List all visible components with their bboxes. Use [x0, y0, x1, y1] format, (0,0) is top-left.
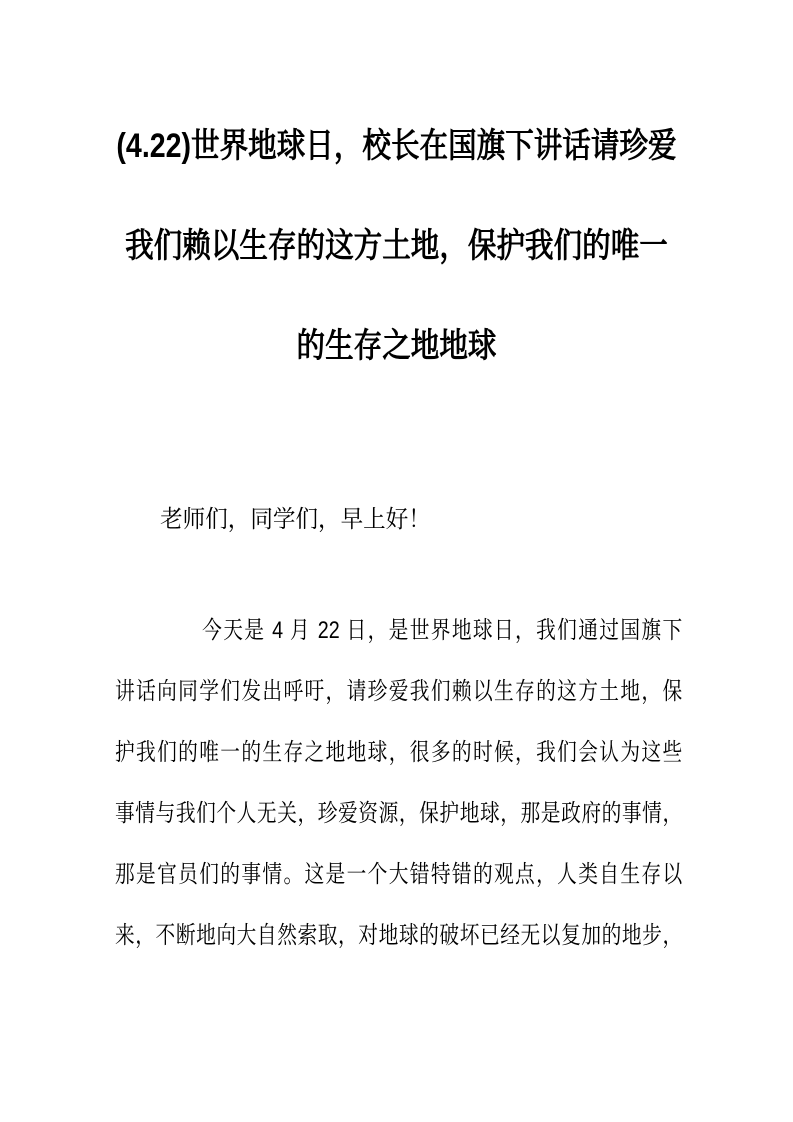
paragraph-line-6: 来，不断地向大自然索取，对地球的破坏已经无以复加的地步， — [115, 922, 683, 949]
title-line-3: 的生存之地地球 — [296, 327, 497, 365]
paragraph-line-2: 讲话向同学们发出呼吁，请珍爱我们赖以生存的这方土地，保 — [115, 678, 683, 705]
paragraph-line-3: 护我们的唯一的生存之地地球，很多的时候，我们会认为这些 — [115, 739, 683, 766]
greeting-line: 老师们，同学们，早上好！ — [160, 506, 431, 533]
document-title — [0, 96, 793, 396]
title-line-2: 我们赖以生存的这方土地，保护我们的唯一 — [125, 227, 668, 265]
paragraph-line-1: 今天是 4 月 22 日，是世界地球日，我们通过国旗下 — [202, 617, 683, 644]
paragraph-line-5: 那是官员们的事情。这是一个大错特错的观点，人类自生存以 — [115, 861, 683, 888]
paragraph-line-4: 事情与我们个人无关，珍爱资源，保护地球，那是政府的事情， — [115, 800, 683, 827]
body-paragraph — [115, 600, 682, 966]
title-line-1: (4.22)世界地球日，校长在国旗下讲话请珍爱 — [116, 127, 677, 165]
